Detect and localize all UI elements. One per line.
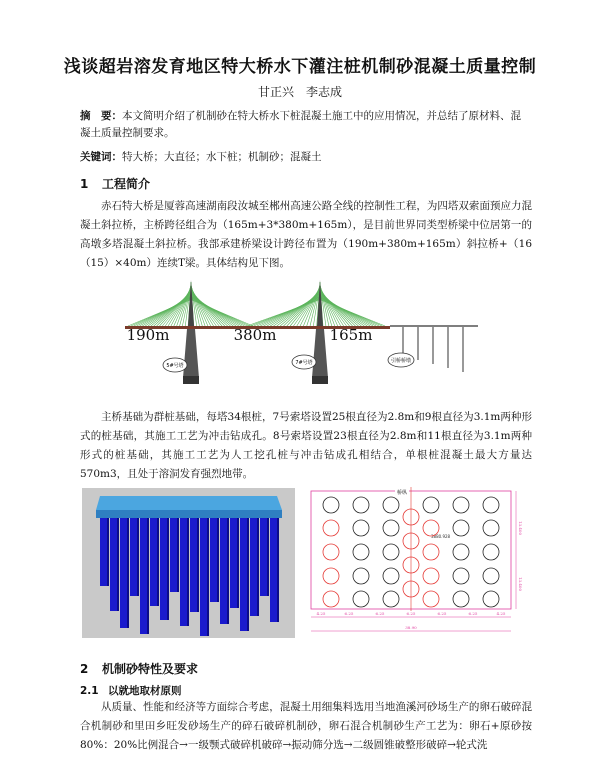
stay-cable <box>148 294 191 326</box>
dim-label: 6.25 <box>375 611 385 616</box>
pile-column-shade <box>277 516 279 622</box>
authors: 甘正兴 李志成 <box>257 85 342 99</box>
pile-circle <box>483 591 499 607</box>
pile-column-shade <box>107 516 109 586</box>
tower-right <box>312 280 328 384</box>
pile-circle <box>353 544 369 560</box>
dim-label: 6.25 <box>406 611 416 616</box>
side-dim-1: 13.400 <box>518 521 523 535</box>
pile-column-shade <box>147 516 149 634</box>
stay-cable <box>191 294 233 326</box>
stay-cables <box>128 282 385 326</box>
span-label-1: 190m <box>126 326 170 344</box>
pile-circle <box>323 544 339 560</box>
span-label-2: 380m <box>233 326 277 344</box>
plan-bottom-dims <box>317 611 506 616</box>
pile-circle <box>383 520 399 536</box>
pile-column-shade <box>257 516 259 616</box>
pile-circle <box>323 520 339 536</box>
side-dim-2: 13.400 <box>518 577 523 591</box>
pile-column <box>230 516 237 608</box>
section-1-heading <box>80 175 150 192</box>
pile-column <box>200 516 207 636</box>
dim-total-label: 38.90 <box>405 625 417 630</box>
pile-column-shade <box>197 516 199 612</box>
pile-column <box>220 516 227 624</box>
section-2-heading <box>80 660 198 677</box>
pile-column <box>100 516 107 586</box>
section-1-title: 工程简介 <box>102 177 151 191</box>
tower-label-2: 7#号塔 <box>295 360 313 366</box>
pile-column <box>270 516 277 622</box>
pile-column-shade <box>117 516 119 611</box>
plan-center-label: 3880.928 <box>431 534 451 539</box>
pile-column <box>210 516 217 602</box>
pile-column-shade <box>267 516 269 596</box>
pile-circle <box>483 568 499 584</box>
pile-circle <box>483 497 499 513</box>
pile-circle <box>353 591 369 607</box>
pile-circle <box>353 568 369 584</box>
pile-column <box>140 516 147 634</box>
span-label-3: 165m <box>329 326 373 344</box>
pile-column <box>120 516 127 628</box>
pile-column-shade <box>167 516 169 620</box>
pile-column <box>250 516 257 616</box>
stay-cable <box>320 294 364 326</box>
dim-label: 6.25 <box>468 611 478 616</box>
tower-label-3: 引桥桥墩 <box>390 358 412 364</box>
pile-cap-top <box>96 496 282 510</box>
pile-column <box>170 516 177 592</box>
section-1-number: 1 <box>80 177 89 191</box>
pile-group-3d-render <box>82 488 295 638</box>
section-2-1-title: 以就地取材原则 <box>108 685 182 697</box>
pile-circle <box>383 568 399 584</box>
pile-column <box>190 516 197 612</box>
pile-column <box>150 516 157 606</box>
pile-circle <box>423 497 439 513</box>
bridge-elevation-figure <box>123 278 483 393</box>
pile-column <box>160 516 167 620</box>
dim-label: 6.25 <box>344 611 354 616</box>
pile-column <box>130 516 137 596</box>
section-2-para: 从质量、性能和经济等方面综合考虑，混凝土用细集料选用当地渔溪河砂场生产的卵石破碎混合机制砂和里田乡旺发砂场生产的碎石破碎机制砂，卵石混合机制砂生产工艺为：卵石+原砂按80%：20%比例混合→一级颚式破碎机破碎→振动筛分选→二级圆锥破整形破碎→轮式洗 <box>80 701 532 751</box>
dim-label: 4.25 <box>496 611 506 616</box>
pile-circle <box>423 591 439 607</box>
pile-column <box>260 516 267 596</box>
pile-cap-side <box>96 510 282 518</box>
plan-top-label: 桥纵 <box>396 490 408 496</box>
pile-circle <box>423 568 439 584</box>
pile-column-shade <box>137 516 139 596</box>
dim-label: 4.25 <box>316 611 326 616</box>
pile-column-shade <box>187 516 189 626</box>
pile-column-shade <box>227 516 229 624</box>
abstract-label: 摘 要： <box>80 110 122 122</box>
pile-column-shade <box>177 516 179 592</box>
keywords <box>80 149 530 164</box>
section-2-number: 2 <box>80 662 89 676</box>
pile-circle <box>453 544 469 560</box>
pile-column <box>180 516 187 626</box>
pile-circle <box>383 544 399 560</box>
pile-circle <box>353 497 369 513</box>
pile-circle <box>323 568 339 584</box>
abstract-text: 本文简明介绍了机制砂在特大桥水下桩混凝土施工中的应用情况，并总结了原材料、混凝土质量控制要求。 <box>80 110 521 139</box>
abstract <box>80 108 530 142</box>
approach-piers <box>403 327 463 372</box>
pile-column-shade <box>207 516 209 636</box>
pile-circle <box>353 520 369 536</box>
pile-column-shade <box>247 516 249 631</box>
pile-column-shade <box>157 516 159 606</box>
pile-columns <box>100 516 279 636</box>
section-1-para-2: 主桥基础为群桩基础，每塔34根桩，7号索塔设置25根直径为2.8m和9根直径为3.1m两种形式的桩基础，其施工工艺为冲击钻成孔。8号索塔设置23根直径为2.8m和11根直径为3.1m两种形式的桩基础，其施工工艺为人工挖孔桩与冲击钻成孔相结合，单根桩混凝土最大方量达570m3，且处于溶洞发育强烈地带。 <box>80 411 532 480</box>
pile-circle <box>453 568 469 584</box>
paper-title: 浅谈超岩溶发育地区特大桥水下灌注桩机制砂混凝土质量控制 <box>63 57 537 77</box>
pile-circle <box>383 591 399 607</box>
keywords-label: 关键词： <box>80 151 122 163</box>
pile-circle <box>323 591 339 607</box>
section-1-para-1: 赤石特大桥是厦蓉高速湖南段汝城至郴州高速公路全线的控制性工程，为四塔双索面预应力混凝土斜拉桥，主桥跨径组合为（165m+3*380m+165m），是目前世界同类型桥梁中位居第一的高墩多塔混凝土斜拉桥。我部承建桥梁设计跨径布置为（190m+380m+165m）斜拉桥+（16（15）×40m）连续T梁。具体结构见下图。 <box>80 200 532 269</box>
pile-column-shade <box>217 516 219 602</box>
pile-circle <box>383 497 399 513</box>
pile-circle <box>423 544 439 560</box>
pile-column <box>110 516 117 611</box>
section-2-title: 机制砂特性及要求 <box>102 662 199 676</box>
section-2-1-number: 2.1 <box>80 685 99 697</box>
stay-cable <box>270 294 320 326</box>
pile-circle <box>483 520 499 536</box>
pile-circle <box>453 497 469 513</box>
pile-circle <box>483 544 499 560</box>
pile-column <box>240 516 247 631</box>
keywords-text: 特大桥；大直径；水下桩；机制砂；混凝土 <box>122 151 322 163</box>
pile-column-shade <box>237 516 239 608</box>
dim-label: 6.25 <box>437 611 447 616</box>
pile-circle <box>453 591 469 607</box>
section-2-1-heading <box>80 683 182 698</box>
pile-circle <box>323 497 339 513</box>
pile-layout-plan <box>303 485 523 637</box>
tower-label-1: 5#号塔 <box>166 363 184 369</box>
pile-circle <box>453 520 469 536</box>
pile-column-shade <box>127 516 129 628</box>
